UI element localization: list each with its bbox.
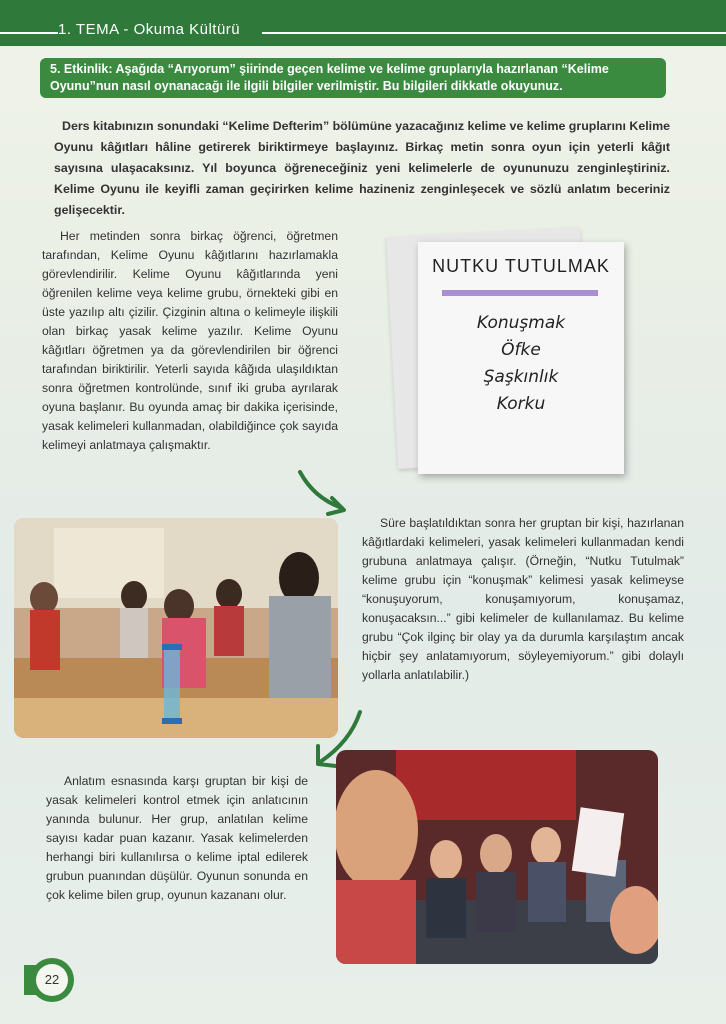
forbidden-words-list	[418, 310, 624, 418]
paragraph-gameplay: Süre başlatıldıktan sonra her gruptan bir kişi, hazırlanan kâğıtlardaki kelimeleri, yasak kelimeleri kullanmadan kendi grubuna anlatmaya çalışır. (Örneğin, “Nutku Tutulmak” kelime grubu için “konuşmak” kelimesi yasak kelimeyse “konuşuyorum, konuşamıyorum, konuşamaz, konuşacaksın...” gibi kelimeler de kullanılamaz. Bu kelime grubu “Çok ilginç bir olay ya da durumla karşılaştım ancak hiçbir şey anlatamıyorum, söyleyemiyorum.” gibi dolaylı yollarla anlatılabilir.)	[362, 516, 684, 682]
header-divider-left	[0, 32, 58, 34]
word-card-title: NUTKU TUTULMAK	[432, 256, 610, 276]
word-card-underline	[442, 290, 598, 296]
paragraph-preparation: Her metinden sonra birkaç öğrenci, öğretmen tarafından, Kelime Oyunu kâğıtlarını hazırlamakla görevlendirilir. Kelime Oyunu kâğıtlarında yeni öğrenilen kelime veya kelime grubu, örnekteki gibi en üste yazılıp altı çizilir. Çizginin altına o kelimeyle ilişkili olan birkaç yasak kelime yazılır. Kelime Oyunu kâğıtları öğretmen ya da görevlendirilen bir öğrenci tarafından biriktirilir. Yeterli sayıda kâğıda ulaşıldıktan sonra öğretmen kontrolünde, sınıf iki gruba ayrılarak oyuna başlanır. Bu oyunda amaç bir dakika içerisinde, yasak kelimeleri kullanmadan, olabildiğince çok sayıda kelimeyi anlatmaya çalışmaktır.	[42, 229, 338, 452]
classroom-photo	[14, 518, 338, 738]
theme-title: 1. TEMA - Okuma Kültürü	[58, 21, 241, 38]
arrow-down-right-icon	[296, 468, 352, 520]
forbidden-word: Öfke	[501, 340, 541, 360]
forbidden-word: Korku	[496, 394, 546, 414]
forbidden-word: Şaşkınlık	[483, 367, 559, 387]
intro-paragraph: Ders kitabınızın sonundaki “Kelime Defterim” bölümüne yazacağınız kelime ve kelime gruplarını Kelime Oyunu kâğıtları hâline getirerek biriktirmeye başlayınız. Birkaç metin sonra oyun için yeterli kâğıt sayısına ulaşacaksınız. Yıl boyunca öğreneceğiniz yeni kelimelerle de oyununuzu zenginleştiriniz. Kelime Oyunu ile keyifli zaman geçirirken kelime hazineniz zenginleşecek ve sözlü anlatım beceriniz gelişecektir.	[54, 119, 671, 217]
paragraph-scoring: Anlatım esnasında karşı gruptan bir kişi de yasak kelimeleri kontrol etmek için anlatıcının yanında bulunur. Her grup, anlatılan kelime sayısı kadar puan kazanır. Yasak kelimelerden herhangi biri kullanılırsa o kelime iptal edilerek grubun puanından düşülür. Oyunun sonunda en çok kelime bilen grup, oyunun kazananı olur.	[46, 774, 308, 902]
header-divider-right	[262, 32, 726, 34]
students-photo	[336, 750, 658, 964]
activity-instruction: 5. Etkinlik: Aşağıda “Arıyorum” şiirinde geçen kelime ve kelime gruplarıyla hazırlanan “Kelime Oyunu”nun nasıl oynanacağı ile ilgili bilgiler verilmiştir. Bu bilgileri dikkatle okuyunuz.	[40, 58, 666, 98]
word-card	[418, 242, 624, 474]
forbidden-word: Konuşmak	[476, 313, 566, 333]
page-number: 22	[44, 972, 60, 987]
